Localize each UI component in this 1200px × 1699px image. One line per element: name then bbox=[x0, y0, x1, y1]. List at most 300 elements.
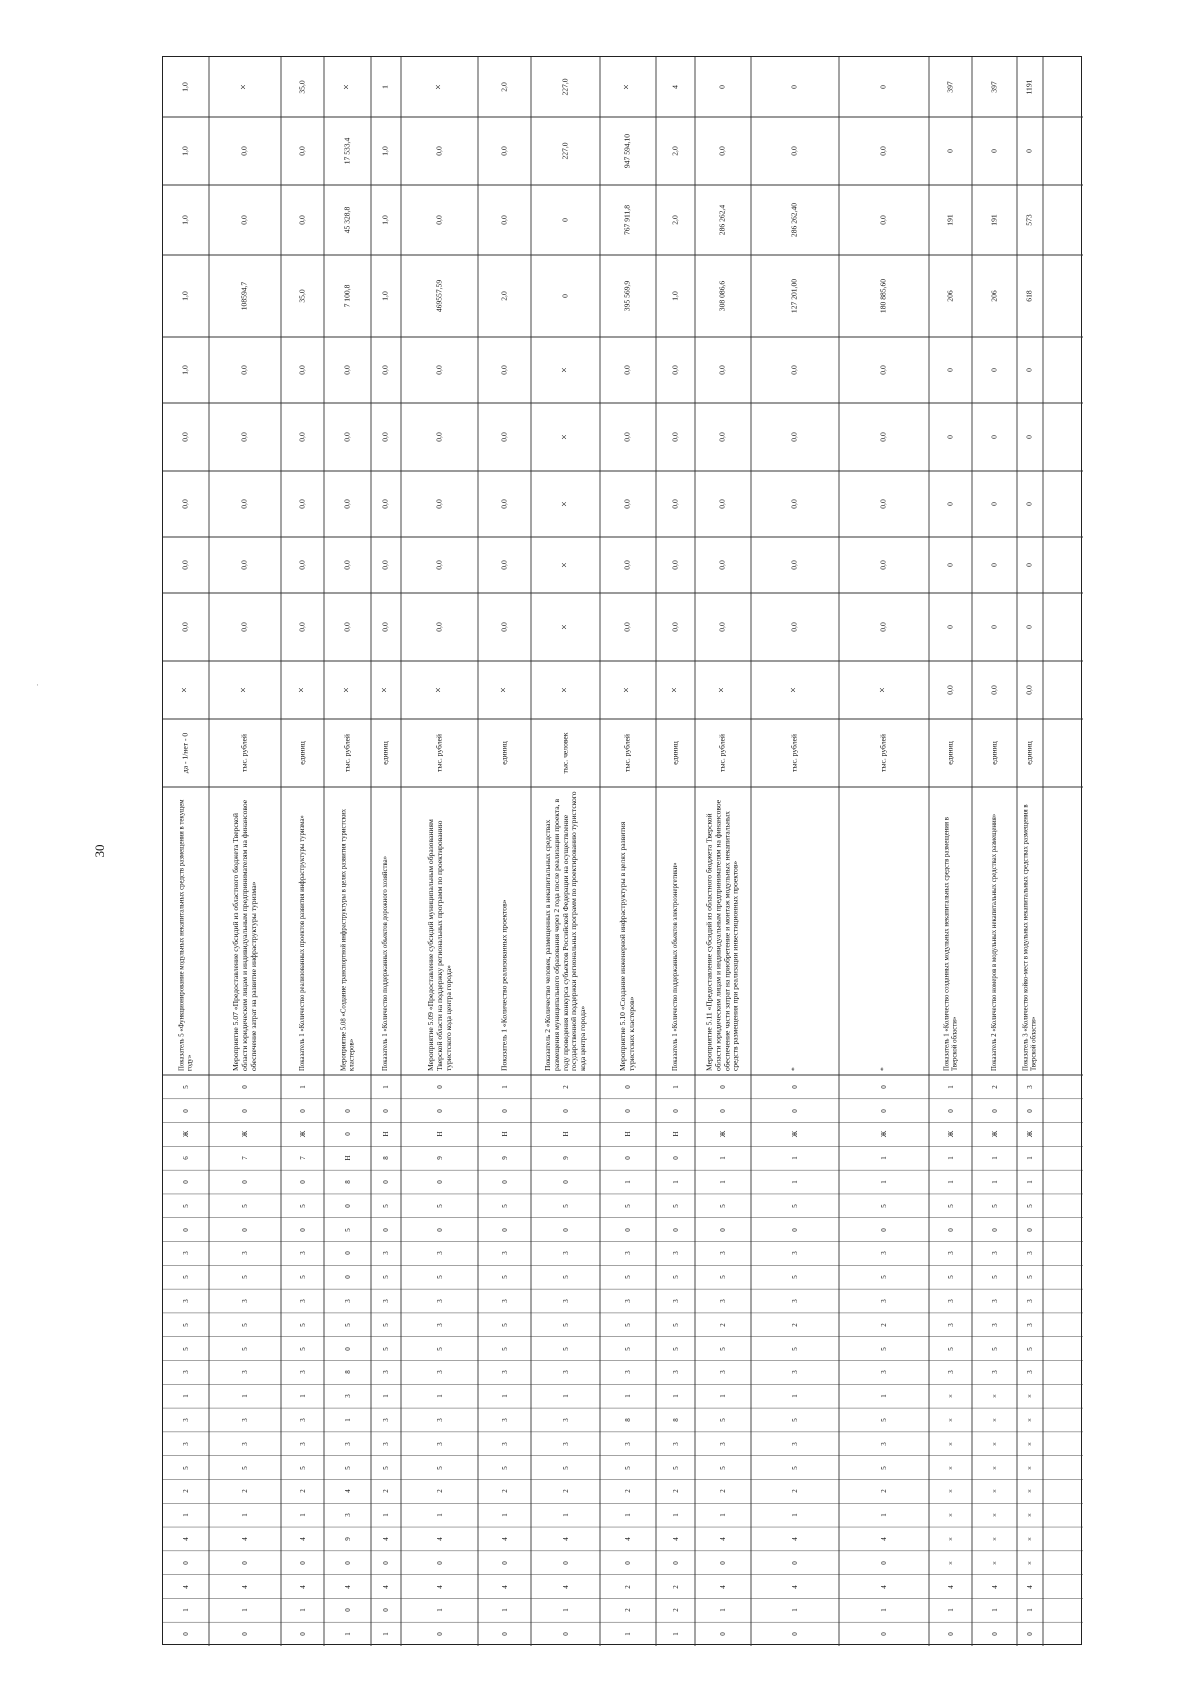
budget-table bbox=[162, 56, 1082, 1645]
code-digit: 0 bbox=[241, 1180, 249, 1184]
code-digit: 4 bbox=[719, 1584, 727, 1589]
unit-text: единиц bbox=[989, 741, 999, 765]
code-cell bbox=[839, 1408, 929, 1432]
description-text: * bbox=[789, 1067, 799, 1071]
code-digit: 1 bbox=[343, 1418, 352, 1422]
code-cell bbox=[1017, 1265, 1043, 1289]
code-digit: 1 bbox=[298, 1085, 307, 1089]
table-row bbox=[163, 57, 209, 1646]
value-cell bbox=[281, 537, 324, 593]
code-digit: 3 bbox=[561, 1251, 570, 1256]
row-unit bbox=[478, 719, 531, 787]
code-digit: × bbox=[946, 1536, 955, 1541]
value-cell bbox=[1017, 661, 1043, 719]
code-digit: × bbox=[990, 1513, 999, 1518]
unit-text: тыс. рублей bbox=[239, 734, 249, 772]
code-cell bbox=[656, 1099, 695, 1123]
code-digit: 3 bbox=[435, 1299, 444, 1303]
code-cell bbox=[401, 1622, 478, 1646]
code-cell bbox=[324, 1384, 371, 1408]
code-cell bbox=[656, 1337, 695, 1361]
code-cell bbox=[281, 1170, 324, 1194]
code-digit: 0 bbox=[990, 1632, 999, 1636]
value-cell bbox=[281, 593, 324, 661]
code-cell bbox=[371, 1170, 401, 1194]
code-digit: 2 bbox=[382, 1489, 390, 1494]
code-digit: 1 bbox=[880, 1394, 888, 1398]
code-cell bbox=[929, 1170, 972, 1194]
code-digit: 5 bbox=[382, 1346, 390, 1351]
code-digit: 3 bbox=[624, 1370, 632, 1375]
code-digit: 5 bbox=[241, 1323, 249, 1327]
code-digit: 2 bbox=[719, 1489, 727, 1494]
code-digit: 5 bbox=[182, 1323, 190, 1327]
code-cell bbox=[478, 1479, 531, 1503]
code-cell bbox=[281, 1456, 324, 1480]
code-digit: 3 bbox=[946, 1323, 955, 1327]
code-digit: 5 bbox=[719, 1465, 727, 1470]
code-digit: 1 bbox=[719, 1608, 727, 1613]
value-cell bbox=[401, 661, 478, 719]
code-cell bbox=[209, 1170, 281, 1194]
code-digit: 5 bbox=[880, 1346, 888, 1351]
code-digit: 4 bbox=[298, 1584, 307, 1589]
code-digit: 0 bbox=[382, 1608, 390, 1613]
unit-text: тыс. рублей bbox=[878, 734, 888, 772]
code-digit: 3 bbox=[343, 1442, 352, 1446]
value-cell bbox=[371, 537, 401, 593]
value-cell bbox=[972, 471, 1017, 537]
code-digit: 5 bbox=[791, 1275, 799, 1279]
code-cell bbox=[371, 1361, 401, 1385]
code-cell bbox=[656, 1218, 695, 1242]
code-cell bbox=[324, 1170, 371, 1194]
code-digit: 0 bbox=[182, 1227, 190, 1232]
description-text: Показатель 1 «Количество реализованных проектов» bbox=[499, 899, 509, 1071]
code-cell bbox=[324, 1575, 371, 1599]
value-cell bbox=[656, 593, 695, 661]
code-digit: 1 bbox=[880, 1608, 888, 1613]
code-digit: Ж bbox=[182, 1131, 190, 1138]
value-text: 397 bbox=[945, 81, 955, 93]
code-digit: 5 bbox=[624, 1465, 632, 1470]
code-digit: 1 bbox=[791, 1180, 799, 1184]
value-cell bbox=[600, 185, 656, 255]
code-cell bbox=[324, 1289, 371, 1313]
code-cell bbox=[324, 1503, 371, 1527]
code-cell bbox=[972, 1337, 1017, 1361]
code-cell bbox=[929, 1622, 972, 1646]
code-digit: 3 bbox=[382, 1299, 390, 1303]
value-cell bbox=[1017, 593, 1043, 661]
code-cell bbox=[695, 1146, 751, 1170]
value-text: 0,0 bbox=[989, 685, 999, 695]
code-digit: 5 bbox=[241, 1275, 249, 1279]
code-digit: 1 bbox=[343, 1632, 352, 1636]
code-digit: 1 bbox=[1026, 1608, 1034, 1613]
code-digit: 3 bbox=[1026, 1299, 1034, 1303]
code-cell bbox=[209, 1194, 281, 1218]
value-cell bbox=[695, 185, 751, 255]
code-cell bbox=[281, 1146, 324, 1170]
code-digit: Ж bbox=[298, 1131, 307, 1138]
code-digit: 0 bbox=[343, 1608, 352, 1613]
code-cell bbox=[972, 1575, 1017, 1599]
value-text: 0,0 bbox=[622, 622, 632, 632]
code-digit: 3 bbox=[880, 1442, 888, 1446]
code-digit: Ж bbox=[241, 1131, 249, 1138]
code-cell bbox=[163, 1218, 209, 1242]
code-digit: 4 bbox=[561, 1537, 570, 1541]
code-cell bbox=[371, 1337, 401, 1361]
code-digit: 0 bbox=[500, 1180, 509, 1184]
code-cell bbox=[281, 1384, 324, 1408]
value-cell bbox=[929, 593, 972, 661]
code-digit: 2 bbox=[990, 1085, 999, 1089]
value-text: 397 bbox=[989, 81, 999, 93]
code-digit: 1 bbox=[946, 1156, 955, 1161]
code-digit: 5 bbox=[671, 1275, 680, 1279]
value-text: 0 bbox=[1024, 563, 1034, 567]
value-text: 0 bbox=[1024, 435, 1034, 439]
code-digit: × bbox=[1026, 1513, 1034, 1518]
value-cell bbox=[656, 57, 695, 117]
value-cell bbox=[371, 57, 401, 117]
code-cell bbox=[695, 1242, 751, 1266]
code-cell bbox=[531, 1265, 600, 1289]
code-cell bbox=[751, 1218, 839, 1242]
code-digit: 1 bbox=[880, 1513, 888, 1517]
value-text: × bbox=[341, 687, 353, 693]
value-cell bbox=[281, 471, 324, 537]
code-cell bbox=[839, 1479, 929, 1503]
code-cell bbox=[401, 1123, 478, 1147]
code-cell bbox=[371, 1527, 401, 1551]
code-digit: 3 bbox=[298, 1418, 307, 1422]
code-cell bbox=[972, 1265, 1017, 1289]
row-unit bbox=[324, 719, 371, 787]
code-cell bbox=[929, 1075, 972, 1099]
code-cell bbox=[209, 1622, 281, 1646]
value-text: 7 100,8 bbox=[342, 284, 352, 308]
value-text: × bbox=[433, 687, 445, 693]
value-cell bbox=[839, 117, 929, 185]
description-text: Показатель 1 «Количество поддержанных объектов электроэнергетики» bbox=[671, 862, 679, 1071]
value-text: 0,0 bbox=[297, 432, 307, 442]
code-cell bbox=[531, 1551, 600, 1575]
code-cell bbox=[1017, 1218, 1043, 1242]
code-cell bbox=[695, 1289, 751, 1313]
value-text: 0,0 bbox=[380, 365, 390, 375]
code-cell bbox=[209, 1551, 281, 1575]
value-text: 206 bbox=[989, 290, 999, 302]
code-digit: 3 bbox=[1026, 1370, 1034, 1375]
scan-mark: · bbox=[36, 680, 39, 690]
value-cell bbox=[751, 403, 839, 471]
unit-text: тыс. рублей bbox=[717, 734, 727, 772]
value-cell bbox=[163, 593, 209, 661]
code-digit: 0 bbox=[343, 1251, 352, 1256]
code-cell bbox=[656, 1503, 695, 1527]
value-text: 0,0 bbox=[180, 560, 190, 570]
code-digit: 5 bbox=[561, 1465, 570, 1470]
code-digit: 5 bbox=[298, 1204, 307, 1208]
code-cell bbox=[656, 1575, 695, 1599]
code-digit: 3 bbox=[182, 1299, 190, 1303]
code-digit: 1 bbox=[671, 1180, 680, 1184]
code-cell bbox=[163, 1194, 209, 1218]
code-digit: 4 bbox=[343, 1489, 352, 1494]
code-cell bbox=[600, 1170, 656, 1194]
code-cell bbox=[531, 1099, 600, 1123]
code-cell bbox=[478, 1527, 531, 1551]
code-digit: 1 bbox=[791, 1394, 799, 1398]
code-digit: 4 bbox=[880, 1537, 888, 1541]
code-digit: 5 bbox=[990, 1275, 999, 1279]
row-unit bbox=[371, 719, 401, 787]
code-cell bbox=[839, 1361, 929, 1385]
code-cell bbox=[695, 1575, 751, 1599]
value-text: 0,0 bbox=[342, 365, 352, 375]
code-digit: 0 bbox=[880, 1227, 888, 1232]
row-description bbox=[929, 787, 972, 1075]
value-cell bbox=[695, 403, 751, 471]
code-digit: 8 bbox=[671, 1418, 680, 1422]
value-text: 45 328,8 bbox=[342, 206, 352, 234]
value-text: 308 086,6 bbox=[717, 280, 727, 312]
code-digit: 1 bbox=[435, 1513, 444, 1517]
code-digit: 2 bbox=[671, 1489, 680, 1494]
code-cell bbox=[1017, 1242, 1043, 1266]
code-cell bbox=[324, 1313, 371, 1337]
code-cell bbox=[600, 1598, 656, 1622]
value-text: 0,0 bbox=[622, 432, 632, 442]
code-digit: 3 bbox=[719, 1370, 727, 1375]
value-cell bbox=[478, 403, 531, 471]
value-cell bbox=[324, 661, 371, 719]
code-digit: × bbox=[1026, 1465, 1034, 1470]
code-digit: 5 bbox=[382, 1204, 390, 1208]
code-cell bbox=[281, 1551, 324, 1575]
value-text: 191 bbox=[989, 214, 999, 226]
value-text: 0 bbox=[989, 502, 999, 506]
code-cell bbox=[656, 1527, 695, 1551]
code-digit: 1 bbox=[435, 1394, 444, 1398]
code-cell bbox=[371, 1622, 401, 1646]
value-text: 395 569,9 bbox=[622, 280, 632, 312]
code-digit: 1 bbox=[990, 1608, 999, 1613]
code-cell bbox=[401, 1265, 478, 1289]
code-digit: 3 bbox=[298, 1370, 307, 1375]
code-cell bbox=[972, 1146, 1017, 1170]
code-cell bbox=[972, 1218, 1017, 1242]
value-text: 2,0 bbox=[499, 82, 509, 92]
row-description bbox=[656, 787, 695, 1075]
code-cell bbox=[972, 1503, 1017, 1527]
value-text: 0,0 bbox=[499, 365, 509, 375]
value-text: 0,0 bbox=[878, 499, 888, 509]
value-cell bbox=[656, 185, 695, 255]
code-digit: 5 bbox=[880, 1275, 888, 1279]
code-digit: 0 bbox=[500, 1632, 509, 1636]
value-cell bbox=[751, 661, 839, 719]
code-cell bbox=[751, 1265, 839, 1289]
code-cell bbox=[972, 1432, 1017, 1456]
unit-text: единиц bbox=[380, 741, 390, 765]
code-digit: 3 bbox=[946, 1370, 955, 1375]
value-text: 0 bbox=[560, 218, 570, 222]
code-cell bbox=[751, 1384, 839, 1408]
value-text: 947 594,10 bbox=[622, 133, 632, 169]
value-cell bbox=[751, 593, 839, 661]
unit-text: единиц bbox=[670, 741, 680, 765]
value-cell bbox=[656, 661, 695, 719]
value-cell bbox=[371, 255, 401, 337]
code-cell bbox=[531, 1218, 600, 1242]
value-text: × bbox=[498, 687, 510, 693]
value-cell bbox=[324, 593, 371, 661]
value-text: 0,0 bbox=[622, 365, 632, 375]
value-cell bbox=[600, 255, 656, 337]
code-cell bbox=[929, 1408, 972, 1432]
code-digit: 5 bbox=[1026, 1346, 1034, 1351]
code-cell bbox=[163, 1289, 209, 1313]
code-cell bbox=[972, 1527, 1017, 1551]
value-text: 0,0 bbox=[878, 560, 888, 570]
value-cell bbox=[209, 593, 281, 661]
code-cell bbox=[478, 1194, 531, 1218]
value-cell bbox=[401, 593, 478, 661]
value-text: 0,0 bbox=[239, 499, 249, 509]
code-digit: × bbox=[946, 1513, 955, 1518]
value-text: 0 bbox=[989, 149, 999, 153]
code-cell bbox=[656, 1598, 695, 1622]
code-digit: 3 bbox=[241, 1442, 249, 1446]
code-digit: 1 bbox=[500, 1394, 509, 1398]
code-digit: 1 bbox=[382, 1513, 390, 1517]
code-cell bbox=[371, 1479, 401, 1503]
value-cell bbox=[839, 593, 929, 661]
code-digit: 0 bbox=[561, 1227, 570, 1232]
code-digit: × bbox=[990, 1441, 999, 1446]
value-text: 35,0 bbox=[297, 289, 307, 303]
code-digit: 2 bbox=[241, 1489, 249, 1494]
value-text: 2,0 bbox=[499, 291, 509, 301]
value-cell bbox=[478, 471, 531, 537]
code-digit: Н bbox=[624, 1131, 632, 1137]
value-cell bbox=[478, 117, 531, 185]
value-cell bbox=[209, 117, 281, 185]
value-cell bbox=[163, 471, 209, 537]
row-description bbox=[371, 787, 401, 1075]
value-cell bbox=[324, 471, 371, 537]
code-cell bbox=[281, 1075, 324, 1099]
code-digit: 0 bbox=[791, 1108, 799, 1113]
code-digit: 2 bbox=[435, 1489, 444, 1494]
code-digit: 3 bbox=[880, 1251, 888, 1256]
code-cell bbox=[751, 1598, 839, 1622]
code-digit: 0 bbox=[624, 1560, 632, 1565]
unit-text: тыс. человек bbox=[560, 732, 570, 774]
code-digit: × bbox=[990, 1560, 999, 1565]
value-cell bbox=[163, 57, 209, 117]
code-digit: 7 bbox=[298, 1156, 307, 1161]
code-cell bbox=[600, 1361, 656, 1385]
code-cell bbox=[531, 1075, 600, 1099]
value-cell bbox=[281, 255, 324, 337]
value-text: 0 bbox=[989, 368, 999, 372]
code-digit: 0 bbox=[343, 1346, 352, 1351]
code-cell bbox=[531, 1170, 600, 1194]
code-digit: Ж bbox=[1026, 1131, 1034, 1138]
code-cell bbox=[695, 1456, 751, 1480]
code-cell bbox=[839, 1242, 929, 1266]
code-cell bbox=[600, 1289, 656, 1313]
value-text: 0,0 bbox=[717, 432, 727, 442]
code-cell bbox=[656, 1384, 695, 1408]
code-digit: 0 bbox=[791, 1560, 799, 1565]
value-text: 0,0 bbox=[622, 499, 632, 509]
description-text: Мероприятие 5.10 «Создание инженерной инфраструктуры в целях развития туристских кластеров» bbox=[618, 821, 636, 1071]
value-cell bbox=[478, 593, 531, 661]
code-digit: 1 bbox=[946, 1085, 955, 1089]
code-cell bbox=[929, 1289, 972, 1313]
value-text: 0 bbox=[717, 85, 727, 89]
code-cell bbox=[531, 1456, 600, 1480]
code-digit: 1 bbox=[719, 1513, 727, 1517]
table-row bbox=[324, 57, 371, 1646]
value-text: 1,0 bbox=[180, 82, 190, 92]
code-digit: 3 bbox=[500, 1442, 509, 1446]
code-cell bbox=[324, 1265, 371, 1289]
value-cell bbox=[751, 471, 839, 537]
code-cell bbox=[478, 1384, 531, 1408]
code-digit: 1 bbox=[298, 1513, 307, 1517]
code-cell bbox=[656, 1265, 695, 1289]
code-digit: × bbox=[946, 1418, 955, 1422]
code-cell bbox=[163, 1146, 209, 1170]
code-digit: 3 bbox=[435, 1323, 444, 1327]
code-cell bbox=[401, 1146, 478, 1170]
code-digit: 1 bbox=[671, 1394, 680, 1398]
code-cell bbox=[281, 1289, 324, 1313]
code-cell bbox=[401, 1099, 478, 1123]
value-cell bbox=[401, 537, 478, 593]
value-cell bbox=[324, 117, 371, 185]
value-cell bbox=[972, 57, 1017, 117]
code-cell bbox=[1017, 1503, 1043, 1527]
code-cell bbox=[209, 1408, 281, 1432]
code-digit: 0 bbox=[435, 1108, 444, 1113]
code-cell bbox=[751, 1622, 839, 1646]
code-digit: 5 bbox=[561, 1323, 570, 1327]
value-text: 767 911,8 bbox=[622, 204, 632, 236]
code-digit: 5 bbox=[241, 1346, 249, 1351]
code-cell bbox=[163, 1408, 209, 1432]
code-digit: 3 bbox=[343, 1394, 352, 1398]
code-cell bbox=[695, 1265, 751, 1289]
value-text: 0 bbox=[945, 435, 955, 439]
code-digit: × bbox=[1026, 1560, 1034, 1565]
value-text: 573 bbox=[1024, 214, 1034, 226]
code-digit: 5 bbox=[1026, 1204, 1034, 1208]
value-cell bbox=[401, 255, 478, 337]
code-cell bbox=[929, 1337, 972, 1361]
code-digit: 1 bbox=[624, 1180, 632, 1184]
code-cell bbox=[371, 1194, 401, 1218]
value-cell bbox=[1017, 57, 1043, 117]
code-digit: Ж bbox=[946, 1131, 955, 1138]
